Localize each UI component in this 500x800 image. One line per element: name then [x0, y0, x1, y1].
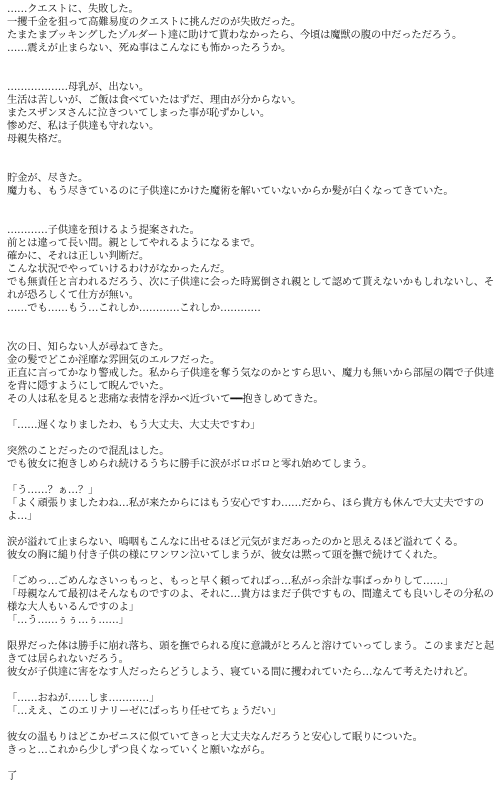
text-line: 貯金が、尽きた。 — [7, 172, 89, 184]
text-line: またスザンヌさんに泣きついてしまった事が恥ずかしい。 — [7, 107, 270, 119]
text-line: 確かに、それは正しい判断だ。 — [7, 250, 150, 262]
blank-line — [7, 211, 497, 224]
text-line: でも無責任と言われるだろう、次に子供達に会った時罵倒され親として認めて貰えないかもしれないし、それが恐ろしくて仕方が無い。 — [7, 276, 495, 301]
text-line: 涙が溢れて止まらない、嗚咽もこんなに出せるほど元気がまだあったのかと思えるほど溢れてくる。 — [7, 536, 464, 548]
text-line: 「…う……ぅぅ…ぅ……」 — [7, 614, 129, 626]
text-line: 了 — [7, 770, 18, 782]
text-line: こんな状況でやっていけるわけがなかったんだ。 — [7, 263, 231, 275]
text-line: 限界だった体は勝手に崩れ落ち、頭を撫でられる度に意識がとろんと溶けていってしまう。このままだと起きては居られないだろう。 — [7, 640, 495, 665]
text-line: 「母親なんて最初はそんなものですのよ、それに…貴方はまだ子供ですもの、間違えても良いしその分私の様な大人もいるんですのよ」 — [7, 588, 494, 613]
text-line: 「よく頑張りましたわね…私が来たからにはもう安心ですわ……だから、ほら貴方も休んで大丈夫ですのよ…」 — [7, 497, 484, 522]
blank-line — [7, 406, 497, 419]
text-line: 生活は苦しいが、ご飯は食べていたはずだ、理由が分からない。 — [7, 94, 302, 106]
blank-line — [7, 562, 497, 575]
text-line: 彼女が子供達に害をなす人だったらどうしよう、寝ている間に攫われていたら…なんて考えたけれど。 — [7, 666, 474, 678]
document-body — [7, 3, 497, 783]
text-line: 惨めだ、私は子供達も守れない。 — [7, 120, 160, 132]
text-line: 次の日、知らない人が尋ねてきた。 — [7, 341, 170, 353]
blank-line — [7, 159, 497, 172]
text-line: 金の髪でどこか淫靡な雰囲気のエルフだった。 — [7, 354, 221, 366]
text-line: ……でも……もう…これしか…………これしか………… — [7, 302, 261, 314]
text-line: 正直に言ってかなり警戒した。私から子供達を奪う気なのかとすら思い、魔力も無いから部屋の隅で子供達を背に隠すようにして睨んでいた。 — [7, 367, 495, 392]
text-line: 一攫千金を狙って高難易度のクエストに挑んだのが失敗だった。 — [7, 16, 302, 28]
blank-line — [7, 198, 497, 211]
blank-line — [7, 679, 497, 692]
text-line: ……震えが止まらない、死ぬ事はこんなにも怖かったろうか。 — [7, 42, 292, 54]
blank-line — [7, 523, 497, 536]
text-line: 「う……？ぁ…？」 — [7, 484, 99, 496]
text-line: 突然のことだったので混乱はした。 — [7, 445, 170, 457]
blank-line — [7, 146, 497, 159]
text-line: きっと…これから少しずつ良くなっていくと願いながら。 — [7, 744, 271, 756]
blank-line — [7, 328, 497, 341]
text-line: 母親失格だ。 — [7, 133, 68, 145]
blank-line — [7, 627, 497, 640]
text-line: その人は私を見ると悲痛な表情を浮かべ近づいて━━抱きしめてきた。 — [7, 393, 324, 405]
blank-line — [7, 718, 497, 731]
text-line: ………………母乳が、出ない。 — [7, 81, 150, 93]
text-line: 彼女の温もりはどこかゼニスに似ていてきっと大丈夫なんだろうと安心して眠りについた。 — [7, 731, 423, 743]
text-line: 「……遅くなりましたわ、もう大丈夫、大丈夫ですわ」 — [7, 419, 261, 431]
blank-line — [7, 315, 497, 328]
text-line: 「ごめっ…ごめんなさいっもっと、もっと早く頼ってればっ…私がっ余計な事ばっかりして……」 — [7, 575, 454, 587]
text-line: ……クエストに、失敗した。 — [7, 3, 139, 15]
text-line: 彼女の胸に縋り付き子供の様にワンワン泣いてしまうが、彼女は黙って頭を撫で続けてくれた。 — [7, 549, 444, 561]
text-line: 魔力も、もう尽きているのに子供達にかけた魔術を解いていないからか髪が白くなってきていた。 — [7, 185, 454, 197]
blank-line — [7, 471, 497, 484]
text-line: 前とは違って長い間。親としてやれるようになるまで。 — [7, 237, 261, 249]
text-line: …………子供達を預けるよう提案された。 — [7, 224, 200, 236]
text-line: でも彼女に抱きしめられ続けるうちに勝手に涙がボロボロと零れ始めてしまう。 — [7, 458, 373, 470]
blank-line — [7, 432, 497, 445]
text-line: 「…ええ、このエリナリーゼにばっちり任せてちょうだい」 — [7, 705, 282, 717]
blank-line — [7, 55, 497, 68]
text-line: 「……おねが……しま…………」 — [7, 692, 160, 704]
text-line: たまたまブッキングしたゾルダート達に助けて貰わなかったら、今頃は魔獣の腹の中だっただろう。 — [7, 29, 463, 41]
blank-line — [7, 68, 497, 81]
blank-line — [7, 757, 497, 770]
